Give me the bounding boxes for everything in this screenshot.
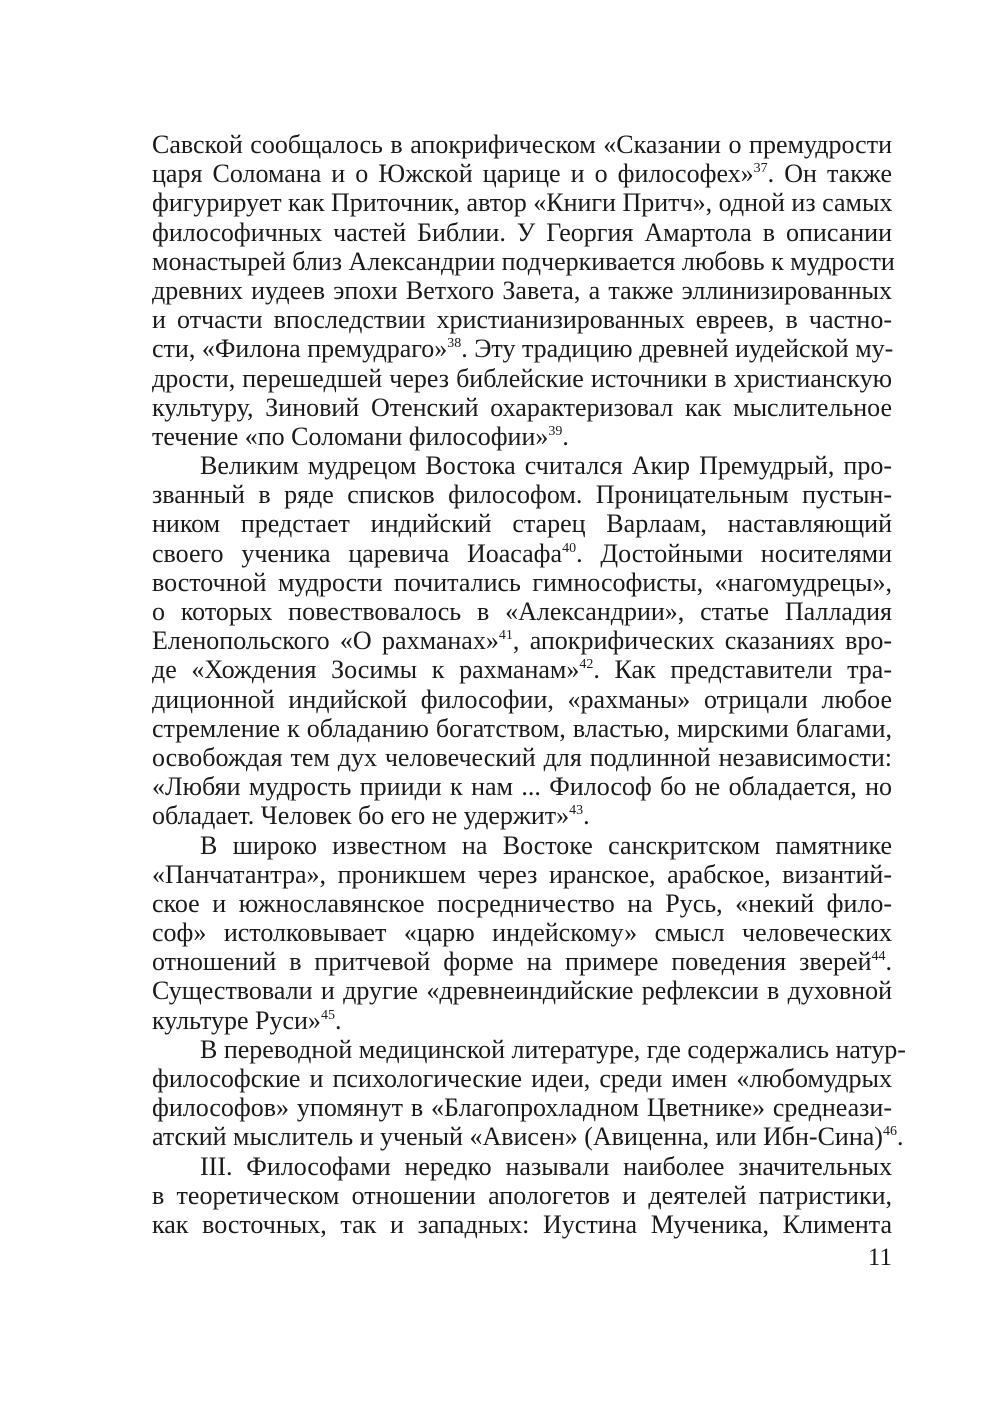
line-text-continued: . — [583, 801, 590, 831]
line-text: званный в ряде списков философом. Проницательным пустын- — [152, 480, 892, 510]
footnote-ref[interactable]: 46 — [882, 1124, 897, 1140]
footnote-ref[interactable]: 39 — [548, 423, 563, 439]
text-line — [152, 976, 892, 1005]
footnote-ref[interactable]: 40 — [562, 540, 577, 556]
line-text: культуру, Зиновий Отенский охарактеризовал как мыслительное — [152, 392, 892, 422]
line-text-continued: . Эту традицию древней иудейской му- — [461, 334, 894, 364]
line-text: Еленопольского «О рахманах» — [152, 626, 499, 656]
text-line — [152, 393, 892, 422]
text-line — [152, 655, 892, 684]
text-line — [152, 539, 892, 568]
body-text — [152, 130, 906, 1239]
line-text: философичных частей Библии. У Георгия Амартола в описании — [152, 217, 892, 247]
text-line — [152, 597, 892, 626]
line-text: Существовали и другие «древнеиндийские рефлексии в духовной — [152, 976, 892, 1006]
text-line — [152, 772, 892, 801]
line-text: соф» истолковывает «царю индейскому» смысл человеческих — [152, 918, 892, 948]
line-text: обладает. Человек бо его не удержит» — [152, 801, 570, 831]
line-text: философские и психологические идеи, среди имен «любомудрых — [152, 1064, 892, 1093]
line-text: как восточных, так и западных: Иустина Мученика, Климента — [152, 1209, 892, 1239]
text-line — [152, 188, 892, 217]
text-line — [152, 626, 892, 655]
text-line — [152, 1152, 892, 1181]
paragraph — [152, 1034, 906, 1152]
line-text: философов» упомянут в «Благопрохладном Цветнике» среднеази- — [152, 1093, 892, 1123]
line-text-continued: , апокрифических сказаниях вро- — [512, 626, 892, 656]
text-line — [152, 1181, 892, 1210]
line-text-continued: . Он также — [767, 159, 892, 189]
text-line — [152, 568, 892, 597]
text-line — [152, 831, 892, 860]
text-line — [152, 1093, 892, 1122]
text-line — [152, 918, 892, 947]
line-text-continued: . — [885, 947, 892, 977]
footnote-ref[interactable]: 43 — [569, 803, 584, 819]
line-text: атский мыслитель и ученый «Ависен» (Авиценна, или Ибн-Сина) — [152, 1122, 883, 1152]
text-line — [152, 364, 892, 393]
line-text: о которых повествовалось в «Александрии», статье Палладия — [152, 597, 892, 626]
line-text: отношений в притчевой форме на примере поведения зверей — [152, 947, 872, 977]
line-text: дрости, перешедшей через библейские источники в христианскую — [152, 363, 892, 393]
page-number: 11 — [867, 1244, 892, 1271]
line-text-continued: . Достойными носителями — [576, 538, 893, 568]
footnote-ref[interactable]: 42 — [579, 657, 594, 673]
text-line — [152, 130, 892, 159]
text-line — [152, 860, 892, 889]
text-line — [152, 714, 892, 743]
text-line — [152, 685, 892, 714]
text-line — [152, 1210, 892, 1239]
text-line — [152, 218, 892, 247]
line-text: Савской сообщалось в апокрифическом «Сказании о премудрости — [152, 130, 892, 159]
text-line — [152, 422, 892, 451]
footnote-ref[interactable]: 38 — [447, 336, 462, 352]
text-line — [152, 743, 892, 772]
paragraph — [152, 831, 892, 1035]
line-text: ское и южнославянское посредничество на Русь, «некий фило- — [152, 888, 892, 918]
line-text: ником предстает индийский старец Варлаам, наставляющий — [152, 509, 892, 539]
text-line — [152, 1006, 892, 1035]
text-line — [152, 947, 892, 976]
text-line — [152, 1034, 906, 1064]
line-text: Великим мудрецом Востока считался Акир Премудрый, про- — [200, 451, 892, 481]
line-text: диционной индийской философии, «рахманы» отрицали любое — [152, 684, 892, 714]
line-text: III. Философами нередко называли наиболее значительных — [200, 1151, 892, 1181]
footnote-ref[interactable]: 44 — [871, 949, 886, 965]
text-line — [152, 305, 892, 334]
text-line — [152, 480, 892, 509]
paragraph — [152, 1152, 892, 1240]
text-line — [152, 451, 892, 480]
line-text: «Панчатантра», проникшем через иранское, арабское, византий- — [152, 859, 892, 889]
line-text: течение «по Соломани философии» — [152, 421, 549, 451]
footnote-ref[interactable]: 41 — [498, 628, 513, 644]
line-text: культуре Руси» — [152, 1005, 321, 1035]
footnote-ref[interactable]: 45 — [320, 1007, 335, 1023]
line-text: В переводной медицинской литературе, где содержались натур- — [200, 1034, 906, 1064]
line-text: освобождая тем дух человеческий для подлинной независимости: — [152, 742, 892, 772]
text-line — [152, 276, 892, 305]
line-text: и отчасти впоследствии христианизированных евреев, в частно- — [152, 305, 892, 335]
text-line — [152, 1122, 904, 1152]
text-line — [152, 159, 892, 188]
line-text: древних иудеев эпохи Ветхого Завета, а также эллинизированных — [152, 275, 892, 305]
line-text-continued: . — [896, 1122, 904, 1152]
line-text: монастырей близ Александрии подчеркивается любовь к мудрости — [152, 246, 895, 276]
footnote-ref[interactable]: 37 — [753, 161, 768, 177]
line-text: стремление к обладанию богатством, властью, мирскими благами, — [152, 713, 892, 743]
line-text: фигурирует как Приточник, автор «Книги Притч», одной из самых — [152, 188, 893, 218]
text-line — [152, 889, 892, 918]
line-text: сти, «Филона премудраго» — [152, 334, 448, 364]
line-text-continued: . — [334, 1005, 342, 1035]
paragraph — [152, 451, 892, 830]
line-text: «Любяи мудрость прииди к нам ... Философ бо не обладается, но — [152, 772, 892, 802]
line-text: своего ученика царевича Иоасафа — [152, 538, 563, 568]
line-text-continued: . Как представители тра- — [593, 655, 892, 685]
text-line — [152, 246, 895, 276]
line-text: де «Хождения Зосимы к рахманам» — [152, 655, 580, 685]
text-line — [152, 1064, 892, 1093]
line-text: царя Соломана и о Южской царице и о философех» — [152, 159, 754, 189]
text-line — [152, 334, 892, 363]
line-text: в теоретическом отношении апологетов и деятелей патристики, — [152, 1180, 892, 1210]
text-line — [152, 509, 892, 538]
text-line — [152, 801, 892, 830]
line-text-continued: . — [562, 421, 569, 451]
paragraph — [152, 130, 895, 451]
line-text: В широко известном на Востоке санскритском памятнике — [200, 830, 892, 860]
line-text: восточной мудрости почитались гимнософисты, «нагомудрецы», — [152, 567, 892, 597]
